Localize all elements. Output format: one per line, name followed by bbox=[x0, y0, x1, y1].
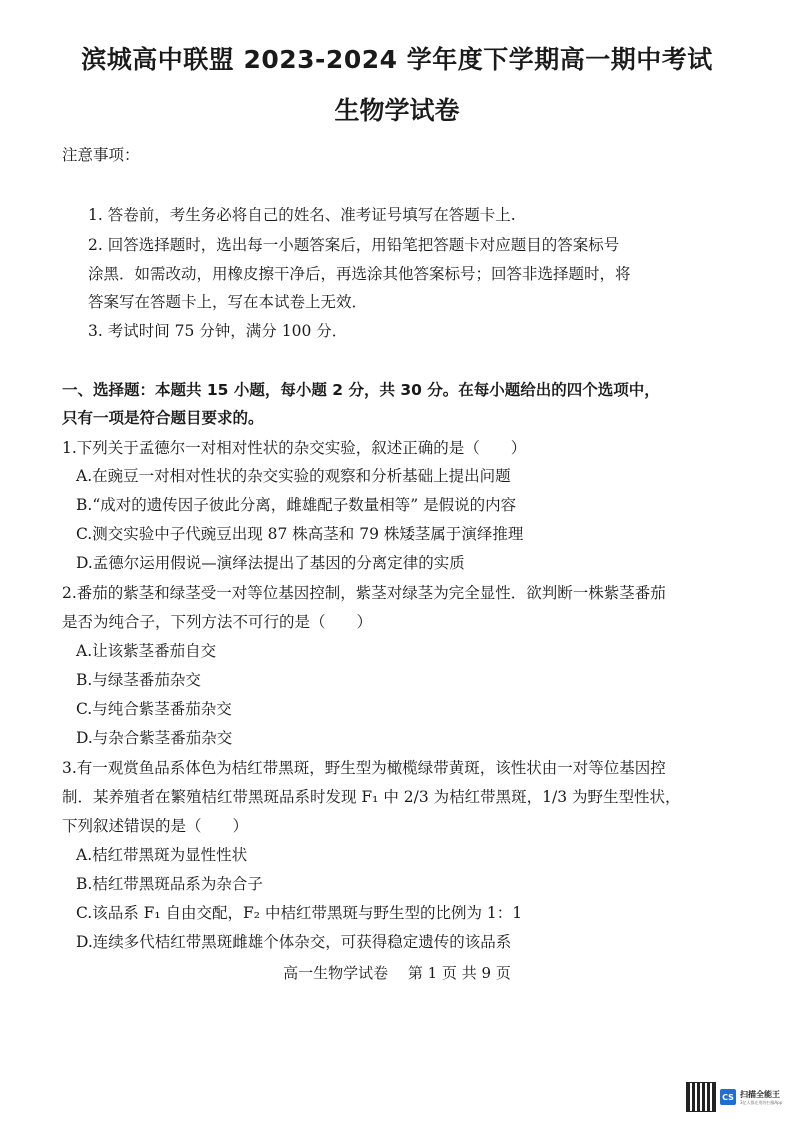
section-heading-cont: 只有一项是符合题目要求的。 bbox=[62, 409, 264, 427]
scanner-app-name: 扫描全能王 bbox=[740, 1089, 780, 1099]
question-2-option-c: C.与纯合紫茎番茄杂交 bbox=[76, 700, 232, 718]
exam-subject: 生物学试卷 bbox=[334, 96, 460, 125]
question-3-option-b: B.桔红带黑斑品系为杂合子 bbox=[76, 875, 263, 893]
question-3-stem-cont2: 下列叙述错误的是（ ） bbox=[62, 817, 249, 835]
question-1-option-c: C.测交实验中子代豌豆出现 87 株高茎和 79 株矮茎属于演绎推理 bbox=[76, 525, 524, 543]
question-3-option-d: D.连续多代桔红带黑斑雌雄个体杂交，可获得稳定遗传的该品系 bbox=[76, 933, 512, 951]
question-2-option-a: A.让该紫茎番茄自交 bbox=[76, 642, 217, 660]
camscanner-logo-icon: CS bbox=[720, 1089, 736, 1105]
question-2-stem: 2.番茄的紫茎和绿茎受一对等位基因控制，紫茎对绿茎为完全显性．欲判断一株紫茎番茄 bbox=[62, 584, 666, 602]
question-3-option-a: A.桔红带黑斑为显性性状 bbox=[76, 846, 248, 864]
question-1-option-d: D.孟德尔运用假说—演绎法提出了基因的分离定律的实质 bbox=[76, 554, 465, 572]
question-1-option-a: A.在豌豆一对相对性状的杂交实验的观察和分析基础上提出问题 bbox=[76, 467, 511, 485]
notice-item-2-cont2: 答案写在答题卡上，写在本试卷上无效． bbox=[88, 293, 368, 311]
question-2-stem-cont: 是否为纯合子，下列方法不可行的是（ ） bbox=[62, 613, 373, 631]
scanner-app-tagline: 3亿人都在用的扫描App bbox=[740, 1099, 783, 1105]
question-2-option-b: B.与绿茎番茄杂交 bbox=[76, 671, 201, 689]
question-1-stem: 1.下列关于孟德尔一对相对性状的杂交实验，叙述正确的是（ ） bbox=[62, 439, 527, 457]
notice-heading: 注意事项： bbox=[62, 146, 140, 164]
question-3-stem-cont: 制．某养殖者在繁殖桔红带黑斑品系时发现 F₁ 中 2/3 为桔红带黑斑，1/3 为野生型性状， bbox=[62, 788, 681, 806]
notice-item-2-cont: 涂黑．如需改动，用橡皮擦干净后，再选涂其他答案标号；回答非选择题时，将 bbox=[88, 265, 631, 283]
question-1-option-b: B.“成对的遗传因子彼此分离，雌雄配子数量相等” 是假说的内容 bbox=[76, 496, 517, 514]
question-3-option-c: C.该品系 F₁ 自由交配，F₂ 中桔红带黑斑与野生型的比例为 1：1 bbox=[76, 904, 523, 922]
page-footer: 高一生物学试卷 第 1 页 共 9 页 bbox=[283, 964, 511, 982]
section-heading: 一、选择题：本题共 15 小题，每小题 2 分，共 30 分。在每小题给出的四个选项中， bbox=[62, 381, 660, 399]
notice-item-2: 2. 回答选择题时，选出每一小题答案后，用铅笔把答题卡对应题目的答案标号 bbox=[88, 236, 620, 254]
exam-title: 滨城高中联盟 2023-2024 学年度下学期高一期中考试 bbox=[81, 45, 713, 74]
qr-code-icon bbox=[686, 1082, 716, 1112]
question-3-stem: 3.有一观赏鱼品系体色为桔红带黑斑，野生型为橄榄绿带黄斑，该性状由一对等位基因控 bbox=[62, 759, 666, 777]
question-2-option-d: D.与杂合紫茎番茄杂交 bbox=[76, 729, 233, 747]
scanner-watermark bbox=[686, 1082, 784, 1112]
notice-item-1: 1. 答卷前，考生务必将自己的姓名、准考证号填写在答题卡上. bbox=[88, 206, 516, 224]
notice-item-3: 3. 考试时间 75 分钟，满分 100 分． bbox=[88, 322, 348, 340]
